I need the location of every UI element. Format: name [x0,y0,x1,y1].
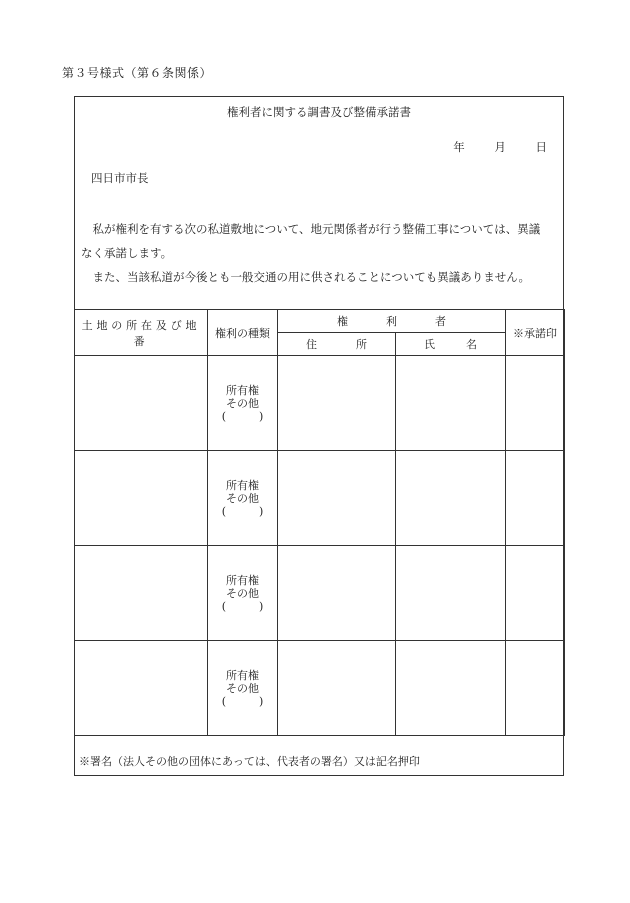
address-cell[interactable] [278,356,396,451]
body-text [81,217,553,289]
seal-cell[interactable] [506,356,565,451]
footer-note: ※署名（法人その他の団体にあっては、代表者の署名）又は記名押印 [79,755,420,768]
header-block [75,97,563,309]
seal-cell[interactable] [506,546,565,641]
name-cell[interactable] [396,451,506,546]
right-type-cell: 所有権 その他 ( ) [208,356,278,451]
seal-cell[interactable] [506,641,565,736]
right-type-cell: 所有権 その他 ( ) [208,546,278,641]
location-cell[interactable] [75,641,208,736]
header-name: 氏 名 [396,333,506,356]
date-line [427,139,547,155]
name-cell[interactable] [396,356,506,451]
table-row [75,451,565,546]
form-frame [74,96,564,776]
table-row [75,356,565,451]
location-cell[interactable] [75,546,208,641]
addressee: 四日市市長 [91,171,149,185]
header-address: 住 所 [278,333,396,356]
date-year-label: 年 [453,140,465,154]
table-row [75,641,565,736]
location-cell[interactable] [75,356,208,451]
seal-cell[interactable] [506,451,565,546]
rights-table [74,309,565,736]
date-month-label: 月 [494,140,506,154]
table-header-row [75,310,565,333]
address-cell[interactable] [278,546,396,641]
body-line-2: なく承諾します。 [81,246,173,260]
document-title: 権利者に関する調書及び整備承諾書 [227,105,411,119]
header-location: 土地の所在及び地番 [75,310,208,356]
address-cell[interactable] [278,451,396,546]
location-cell[interactable] [75,451,208,546]
form-number: 第３号様式（第６条関係） [62,66,213,80]
body-line-1: 私が権利を有する次の私道敷地について、地元関係者が行う整備工事については、異議 [92,222,541,236]
body-line-3: また、当該私道が今後とも一般交通の用に供されることについても異議ありません。 [92,270,530,284]
table-row [75,546,565,641]
right-type-cell: 所有権 その他 ( ) [208,451,278,546]
right-type-cell: 所有権 その他 ( ) [208,641,278,736]
header-right-holder: 権 利 者 [278,310,506,333]
header-seal: ※承諾印 [506,310,565,356]
name-cell[interactable] [396,546,506,641]
name-cell[interactable] [396,641,506,736]
date-day-label: 日 [535,140,547,154]
address-cell[interactable] [278,641,396,736]
header-right-type: 権利の種類 [208,310,278,356]
